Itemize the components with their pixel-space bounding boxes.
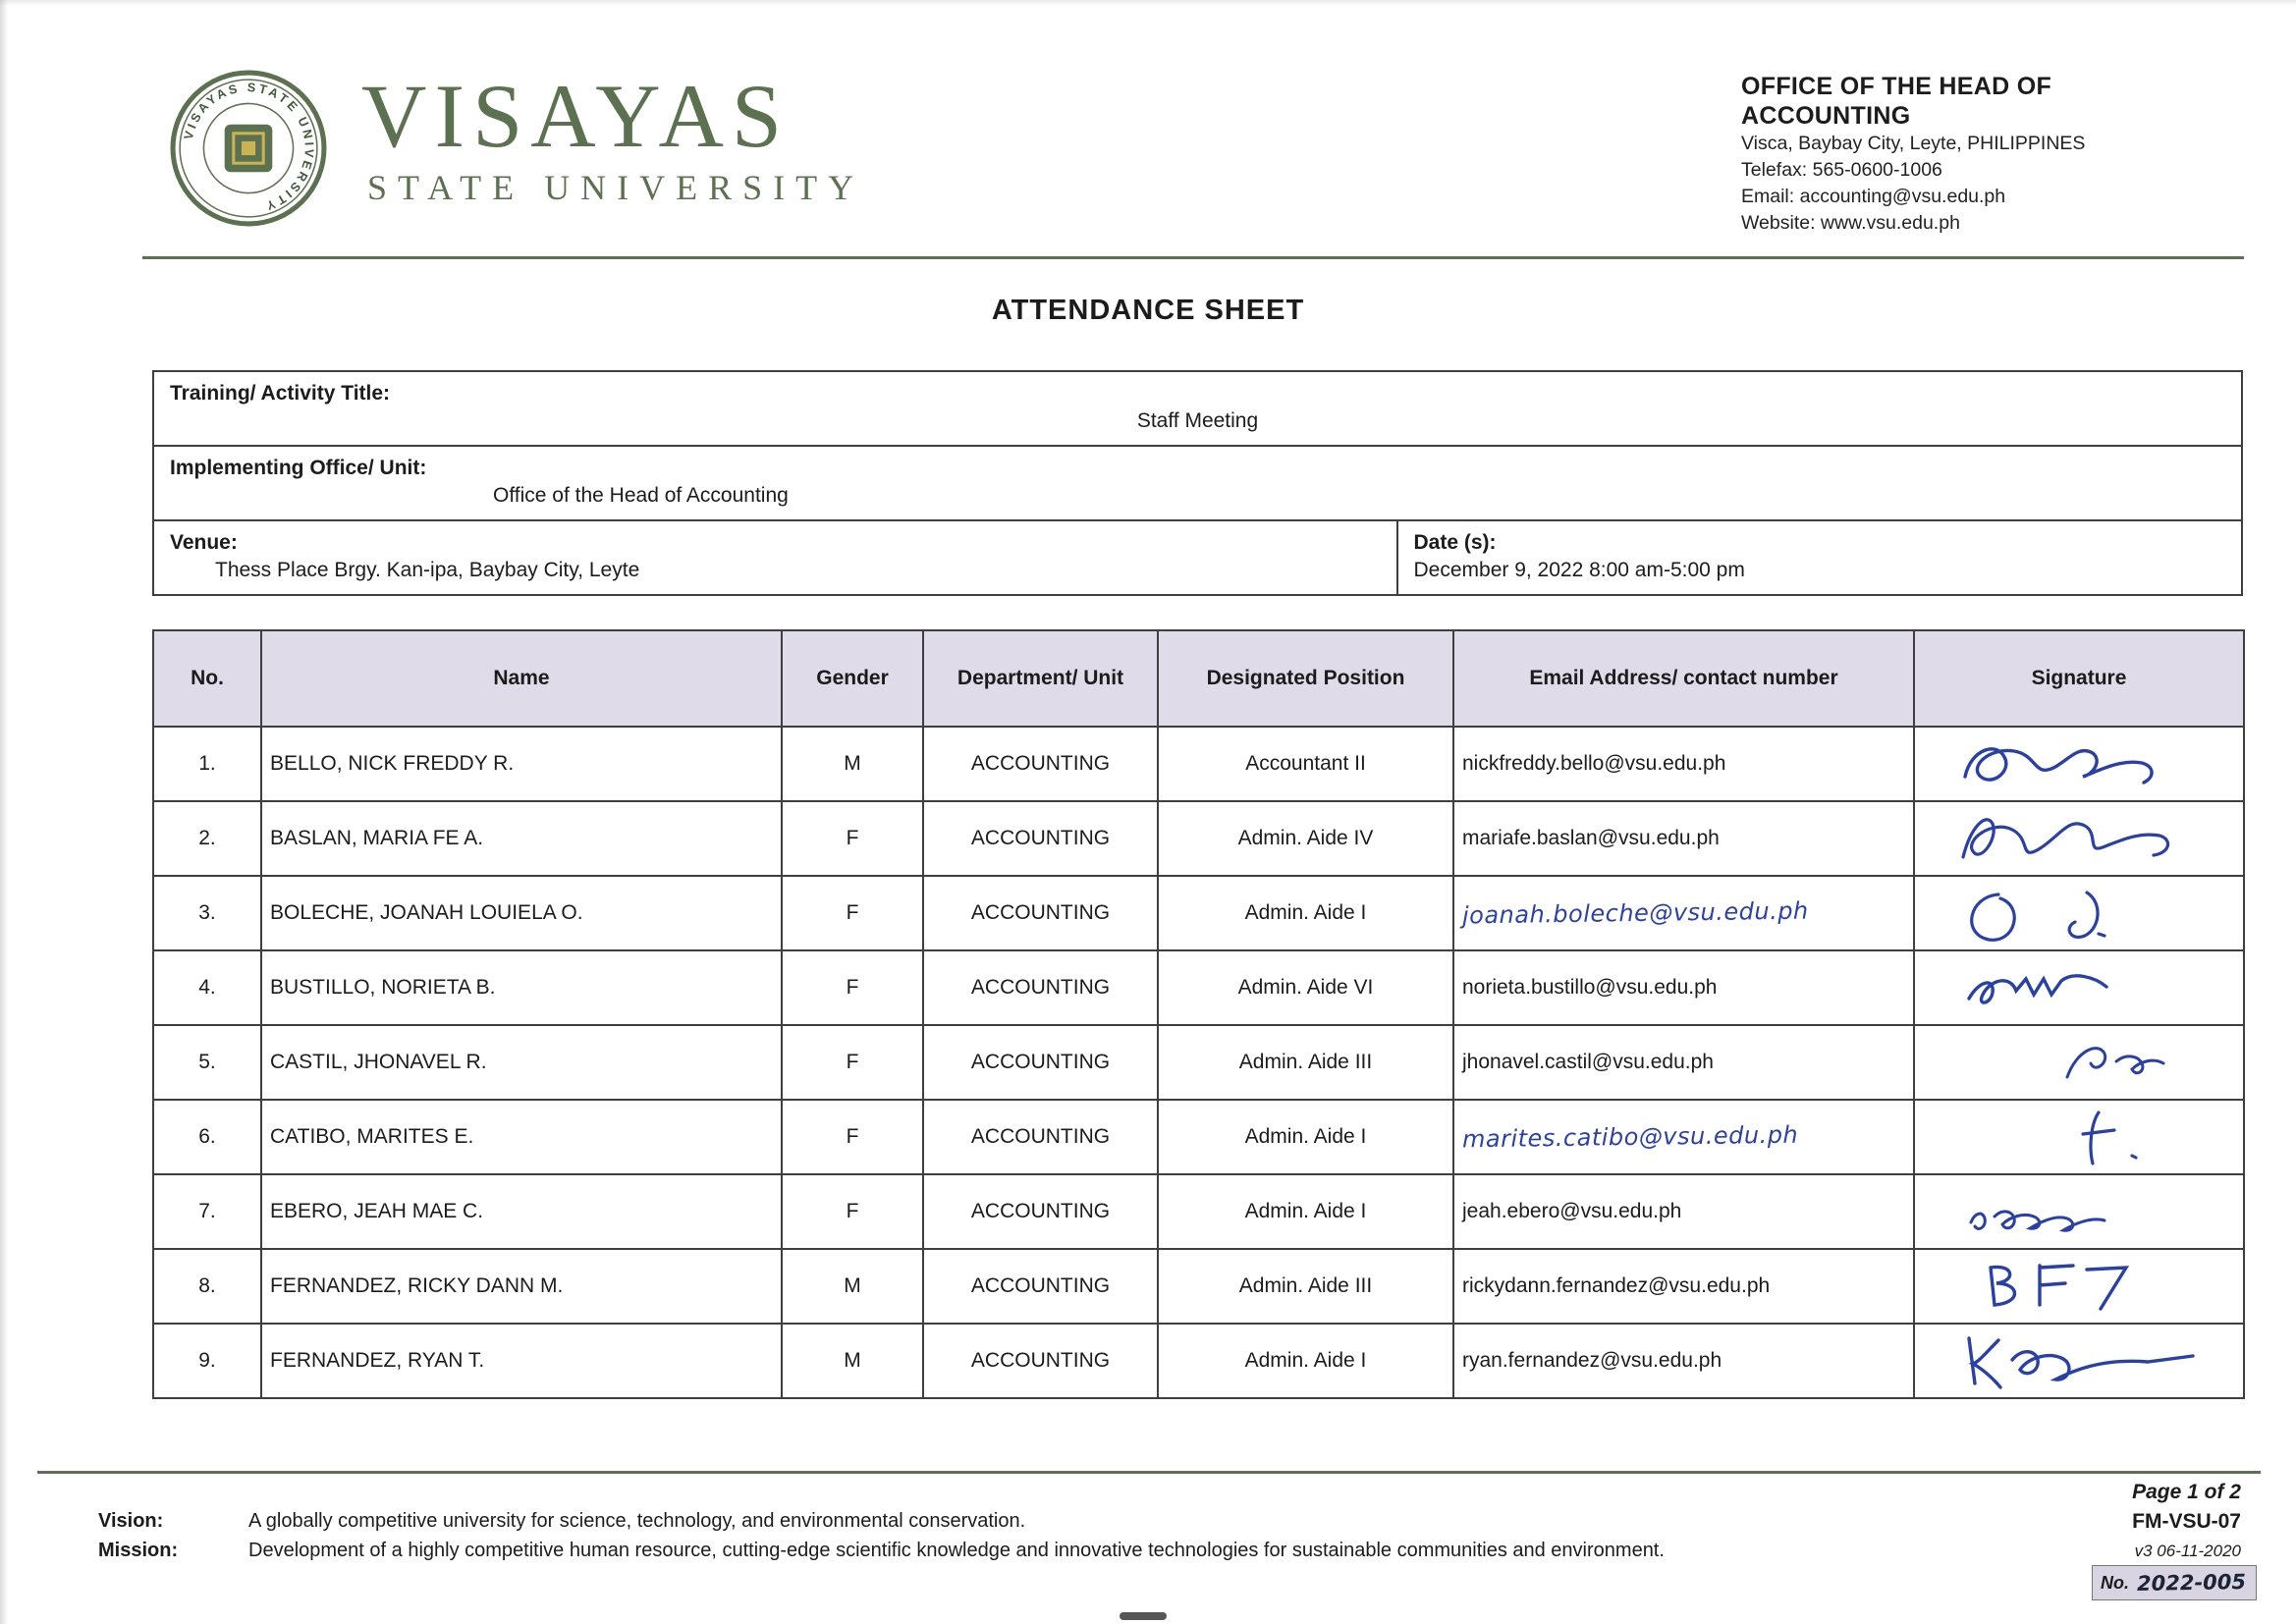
attendee-department: ACCOUNTING — [923, 801, 1158, 876]
office-email: Email: accounting@vsu.edu.ph — [1741, 185, 2006, 207]
form-code: FM-VSU-07 — [2132, 1510, 2241, 1533]
col-header-name: Name — [261, 630, 782, 727]
attendee-email — [1453, 876, 1914, 950]
signature-cell — [1914, 876, 2244, 950]
signature-cell — [1914, 950, 2244, 1025]
training-title-value: Staff Meeting — [1136, 409, 1259, 432]
attendee-gender: F — [782, 876, 923, 950]
header-divider — [142, 256, 2244, 259]
attendee-position: Admin. Aide I — [1158, 1100, 1453, 1174]
attendee-position: Admin. Aide III — [1158, 1249, 1453, 1324]
attendee-name: EBERO, JEAH MAE C. — [261, 1174, 782, 1249]
vision-label: Vision: — [98, 1510, 164, 1532]
attendee-department: ACCOUNTING — [923, 1174, 1158, 1249]
signature-scribble-icon — [1951, 1256, 2207, 1317]
training-title-row — [154, 372, 2241, 447]
office-contact-block — [1741, 73, 2203, 237]
page-title: ATTENDANCE SHEET — [991, 295, 1305, 326]
attendee-department: ACCOUNTING — [923, 1324, 1158, 1398]
venue-cell — [154, 521, 1398, 594]
attendee-gender: F — [782, 1025, 923, 1100]
venue-value: Thess Place Brgy. Kan-ipa, Baybay City, Leyte — [215, 559, 640, 581]
footer-divider — [37, 1471, 2261, 1474]
row-number: 4. — [153, 950, 261, 1025]
vision-text: A globally competitive university for science, technology, and environmental conservation. — [248, 1510, 1026, 1532]
table-row — [153, 1249, 2244, 1324]
attendee-email: rickydann.fernandez@vsu.edu.ph — [1453, 1249, 1914, 1324]
university-name: VISAYAS — [361, 66, 791, 166]
office-telefax: Telefax: 565-0600-1006 — [1741, 158, 1942, 181]
page-number: Page 1 of 2 — [2132, 1481, 2241, 1503]
attendee-position: Accountant II — [1158, 727, 1453, 801]
attendee-department: ACCOUNTING — [923, 727, 1158, 801]
attendee-department: ACCOUNTING — [923, 1249, 1158, 1324]
office-website: Website: www.vsu.edu.ph — [1741, 211, 1960, 234]
attendee-position: Admin. Aide III — [1158, 1025, 1453, 1100]
signature-cell — [1914, 1324, 2244, 1398]
attendee-email: ryan.fernandez@vsu.edu.ph — [1453, 1324, 1914, 1398]
activity-info-box — [152, 370, 2243, 596]
signature-cell — [1914, 1025, 2244, 1100]
attendee-name: FERNANDEZ, RICKY DANN M. — [261, 1249, 782, 1324]
table-header-row — [153, 630, 2244, 727]
handwritten-email: marites.catibo@vsu.edu.ph — [1461, 1120, 1799, 1154]
col-header-signature: Signature — [1914, 630, 2244, 727]
attendee-name: BASLAN, MARIA FE A. — [261, 801, 782, 876]
row-number: 9. — [153, 1324, 261, 1398]
attendee-gender: F — [782, 1100, 923, 1174]
attendee-position: Admin. Aide I — [1158, 876, 1453, 950]
office-title: OFFICE OF THE HEAD OF ACCOUNTING — [1741, 73, 2052, 130]
attendee-name: CATIBO, MARITES E. — [261, 1100, 782, 1174]
attendee-name: FERNANDEZ, RYAN T. — [261, 1324, 782, 1398]
table-row — [153, 727, 2244, 801]
implementing-office-label: Implementing Office/ Unit: — [170, 457, 427, 479]
attendee-name: CASTIL, JHONAVEL R. — [261, 1025, 782, 1100]
row-number: 1. — [153, 727, 261, 801]
date-label: Date (s): — [1413, 531, 1497, 554]
attendee-email: norieta.bustillo@vsu.edu.ph — [1453, 950, 1914, 1025]
col-header-email: Email Address/ contact number — [1453, 630, 1914, 727]
attendee-gender: F — [782, 1174, 923, 1249]
signature-scribble-icon — [1951, 808, 2207, 869]
col-header-no: No. — [153, 630, 261, 727]
table-row — [153, 1100, 2244, 1174]
attendee-email: jhonavel.castil@vsu.edu.ph — [1453, 1025, 1914, 1100]
venue-label: Venue: — [170, 531, 238, 554]
university-seal-logo — [169, 69, 328, 228]
table-row — [153, 950, 2244, 1025]
document-number-value: 2022-005 — [2136, 1570, 2247, 1596]
row-number: 7. — [153, 1174, 261, 1249]
attendee-gender: M — [782, 727, 923, 801]
table-row — [153, 1174, 2244, 1249]
attendee-email: nickfreddy.bello@vsu.edu.ph — [1453, 727, 1914, 801]
document-number-box — [2092, 1565, 2257, 1600]
signature-scribble-icon — [1951, 1032, 2207, 1093]
col-header-gender: Gender — [782, 630, 923, 727]
table-row — [153, 1324, 2244, 1398]
training-title-label: Training/ Activity Title: — [170, 382, 391, 405]
mission-text: Development of a highly competitive human resource, cutting-edge scientific knowledge and innovative technologies for sustainable communities and environment. — [248, 1540, 1665, 1561]
attendee-name: BOLECHE, JOANAH LOUIELA O. — [261, 876, 782, 950]
date-cell — [1398, 521, 2242, 594]
row-number: 3. — [153, 876, 261, 950]
row-number: 8. — [153, 1249, 261, 1324]
attendee-position: Admin. Aide I — [1158, 1324, 1453, 1398]
attendee-department: ACCOUNTING — [923, 950, 1158, 1025]
signature-cell — [1914, 1249, 2244, 1324]
table-row — [153, 801, 2244, 876]
attendee-department: ACCOUNTING — [923, 1100, 1158, 1174]
signature-cell — [1914, 1174, 2244, 1249]
attendee-name: BELLO, NICK FREDDY R. — [261, 727, 782, 801]
col-header-department: Department/ Unit — [923, 630, 1158, 727]
attendee-gender: M — [782, 1249, 923, 1324]
signature-scribble-icon — [1951, 1330, 2207, 1391]
signature-scribble-icon — [1951, 1107, 2207, 1167]
attendee-email: jeah.ebero@vsu.edu.ph — [1453, 1174, 1914, 1249]
attendee-name: BUSTILLO, NORIETA B. — [261, 950, 782, 1025]
office-address: Visca, Baybay City, Leyte, PHILIPPINES — [1741, 133, 2086, 154]
signature-scribble-icon — [1951, 1181, 2207, 1242]
row-number: 2. — [153, 801, 261, 876]
mission-label: Mission: — [98, 1540, 179, 1561]
handwritten-email: joanah.boleche@vsu.edu.ph — [1461, 896, 1809, 930]
university-seal-icon — [169, 69, 328, 228]
attendee-position: Admin. Aide VI — [1158, 950, 1453, 1025]
signature-scribble-icon — [1951, 957, 2207, 1018]
table-row — [153, 876, 2244, 950]
university-wordmark — [361, 66, 865, 208]
svg-text:VISAYAS STATE UNIVERSITY: VISAYAS STATE UNIVERSITY — [181, 81, 316, 214]
document-number-label: No. — [2101, 1572, 2129, 1593]
attendee-position: Admin. Aide I — [1158, 1174, 1453, 1249]
attendance-table — [152, 629, 2245, 1399]
signature-scribble-icon — [1951, 733, 2207, 794]
signature-cell — [1914, 1100, 2244, 1174]
attendee-email: mariafe.baslan@vsu.edu.ph — [1453, 801, 1914, 876]
date-value: December 9, 2022 8:00 am-5:00 pm — [1413, 559, 1745, 581]
col-header-position: Designated Position — [1158, 630, 1453, 727]
signature-scribble-icon — [1951, 883, 2207, 944]
university-subname: STATE UNIVERSITY — [367, 168, 865, 207]
row-number: 6. — [153, 1100, 261, 1174]
attendee-email — [1453, 1100, 1914, 1174]
attendee-position: Admin. Aide IV — [1158, 801, 1453, 876]
row-number: 5. — [153, 1025, 261, 1100]
signature-cell — [1914, 801, 2244, 876]
attendee-gender: F — [782, 950, 923, 1025]
attendee-gender: F — [782, 801, 923, 876]
attendee-gender: M — [782, 1324, 923, 1398]
implementing-office-row — [154, 447, 2241, 521]
attendee-department: ACCOUNTING — [923, 1025, 1158, 1100]
venue-date-row — [154, 521, 2241, 594]
form-version: v3 06-11-2020 — [2134, 1542, 2241, 1560]
signature-cell — [1914, 727, 2244, 801]
implementing-office-value: Office of the Head of Accounting — [493, 484, 789, 507]
scan-artifact — [1120, 1612, 1167, 1620]
table-row — [153, 1025, 2244, 1100]
attendee-department: ACCOUNTING — [923, 876, 1158, 950]
